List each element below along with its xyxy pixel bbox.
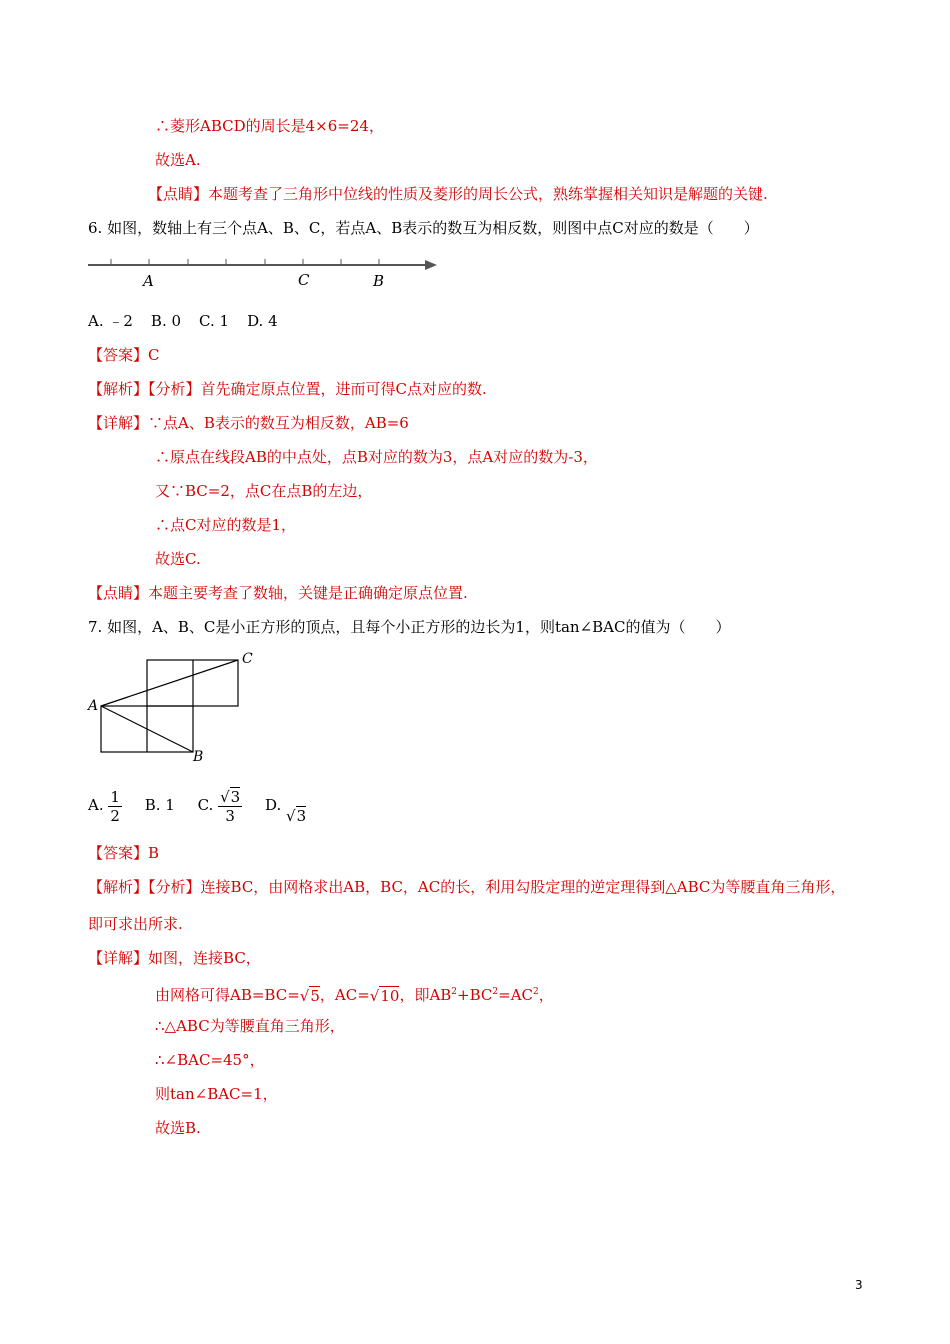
q6-option-d: D. 4	[247, 312, 278, 330]
q6-point-c-label: C	[298, 271, 310, 289]
text-run: +BC	[457, 986, 493, 1004]
q7-option-c-prefix: C.	[197, 796, 214, 814]
detail-text: 如图，连接BC，	[148, 949, 261, 967]
radicand: 5	[310, 987, 320, 1005]
text-run: =AC	[498, 986, 534, 1004]
q6-detail-line: 故选C.	[155, 550, 201, 568]
superscript: 2	[492, 987, 499, 997]
q5-dianjing	[148, 184, 768, 204]
q6-point-b-label: B	[373, 272, 385, 290]
q6-detail-line: ∴点C对应的数是1，	[155, 516, 297, 534]
q6-dianjing	[88, 583, 468, 603]
q7-options	[88, 783, 324, 828]
q7-point-a-label: A	[88, 698, 99, 714]
radicand: 3	[296, 807, 307, 825]
q7-detail-lengths: 由网格可得AB=BC=√5，AC=√10，即$AB^2+BC^2=AC^2$，	[155, 986, 554, 1005]
q7-option-d-prefix: D.	[265, 796, 282, 814]
answer-value: B	[148, 844, 160, 862]
fraction-denominator: 3	[225, 807, 235, 825]
q6-option-a: A. ﹣2	[88, 312, 133, 330]
q6-options	[88, 311, 296, 331]
answer-tag: 【答案】	[88, 346, 149, 364]
q6-question: 6. 如图，数轴上有三个点A、B、C，若点A、B表示的数互为相反数，则图中点C对应的数是（ ）	[88, 219, 759, 237]
q6-option-c: C. 1	[199, 312, 230, 330]
q7-detail-line: ∴△ABC为等腰直角三角形，	[155, 1017, 345, 1035]
text-run: 由网格可得AB=BC=	[155, 986, 300, 1004]
dianjing-tag: 【点睛】	[88, 584, 149, 602]
q7-grid-figure	[80, 648, 270, 768]
q6-number-line-figure	[85, 252, 440, 294]
answer-tag: 【答案】	[88, 844, 149, 862]
answer-value: C	[148, 346, 160, 364]
q7-point-b-label: B	[193, 749, 204, 765]
superscript: 2	[533, 987, 539, 997]
dianjing-tag: 【点睛】	[148, 185, 209, 203]
q7-option-a	[88, 783, 122, 827]
q6-answer	[88, 345, 160, 365]
q6-analysis	[88, 379, 487, 399]
q7-option-c	[198, 783, 243, 827]
q7-question: 7. 如图，A、B、C是小正方形的顶点，且每个小正方形的边长为1，则tan∠BAC的值为（ ）	[88, 618, 731, 636]
superscript: 2	[451, 987, 458, 997]
q7-option-a-fraction	[108, 788, 122, 825]
q7-analysis-cont: 即可求出所求.	[88, 915, 183, 933]
q6-detail-first	[88, 413, 409, 433]
text-run: ，AC=	[319, 986, 370, 1004]
q7-option-b: B. 1	[144, 796, 175, 814]
q7-point-c-label: C	[242, 651, 253, 667]
q7-option-c-fraction	[218, 787, 242, 825]
detail-text: ∵点A、B表示的数互为相反数，AB=6	[148, 414, 409, 432]
page-number: 3	[855, 1278, 863, 1292]
fraction-denominator: 2	[110, 806, 120, 825]
dianjing-text: 本题考查了三角形中位线的性质及菱形的周长公式，熟练掌握相关知识是解题的关键.	[208, 185, 768, 203]
q7-analysis	[88, 877, 845, 897]
q7-option-a-prefix: A.	[88, 796, 104, 814]
q7-option-d: D. √3	[265, 796, 307, 825]
radicand: 3	[230, 788, 241, 806]
q6-detail-line: ∴原点在线段AB的中点处，点B对应的数为3，点A对应的数为-3，	[155, 448, 598, 466]
fraction-numerator: 1	[110, 787, 120, 806]
detail-tag: 【详解】	[88, 414, 149, 432]
q5-choice-line: 故选A.	[155, 151, 201, 169]
q7-answer	[88, 843, 159, 863]
fraction-numerator: √3	[220, 788, 241, 806]
analysis-tag: 【解析】【分析】	[88, 380, 201, 398]
q6-point-a-label: A	[143, 272, 154, 290]
detail-tag: 【详解】	[88, 949, 149, 967]
q5-conclusion-line: ∴菱形ABCD的周长是4×6=24，	[155, 117, 384, 135]
analysis-text: 连接BC，由网格求出AB，BC，AC的长，利用勾股定理的逆定理得到△ABC为等腰直角三角形，	[200, 878, 846, 896]
analysis-tag: 【解析】【分析】	[88, 878, 201, 896]
q7-detail-line: 故选B.	[155, 1119, 201, 1137]
q6-detail-line: 又∵BC=2，点C在点B的左边，	[155, 482, 373, 500]
text-run: ，	[538, 986, 554, 1004]
q7-detail-line: ∴∠BAC=45°，	[155, 1051, 265, 1069]
q7-detail-first	[88, 948, 261, 968]
text-run: ，即AB	[399, 986, 452, 1004]
q7-detail-line: 则tan∠BAC=1，	[155, 1085, 278, 1103]
radicand: 10	[380, 987, 400, 1005]
dianjing-text: 本题主要考查了数轴，关键是正确确定原点位置.	[148, 584, 468, 602]
analysis-text: 首先确定原点位置，进而可得C点对应的数.	[200, 380, 487, 398]
q6-option-b: B. 0	[150, 312, 182, 330]
